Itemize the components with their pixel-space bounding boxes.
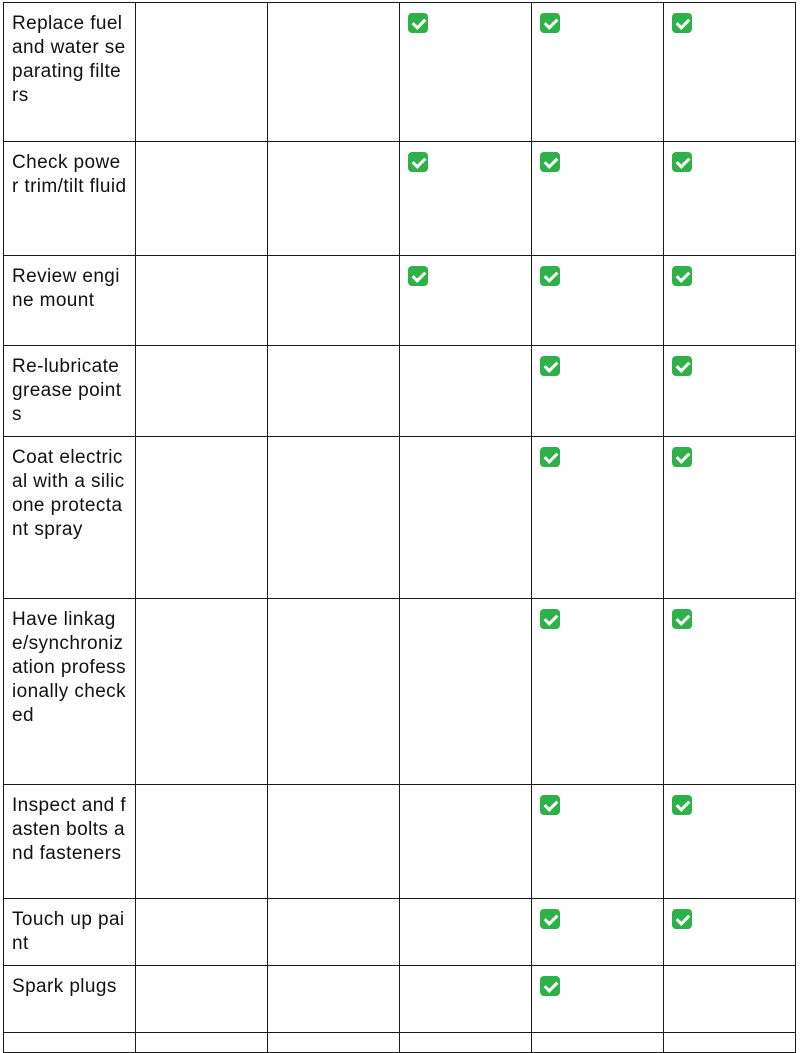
table-row [4, 346, 796, 437]
task-label: Review engine mount [4, 256, 136, 346]
check-icon [408, 266, 428, 286]
check-cell [268, 785, 400, 899]
table-body [4, 3, 796, 1053]
check-cell [400, 346, 532, 437]
task-label: Have linkage/synchronization professionally checked [4, 599, 136, 785]
task-label: Inspect and fasten bolts and fasteners [4, 785, 136, 899]
check-cell [400, 142, 532, 256]
check-cell [664, 966, 796, 1033]
check-icon [672, 152, 692, 172]
check-cell [268, 142, 400, 256]
task-label: Re-lubricate grease points [4, 346, 136, 437]
check-cell [664, 3, 796, 142]
table-row [4, 899, 796, 966]
check-cell [136, 3, 268, 142]
table-row [4, 142, 796, 256]
maintenance-table [3, 2, 796, 1053]
check-icon [540, 356, 560, 376]
task-label: Coat electrical with a silicone protectant spray [4, 437, 136, 599]
check-cell [136, 966, 268, 1033]
check-cell [268, 437, 400, 599]
check-cell [136, 346, 268, 437]
task-label: Touch up paint [4, 899, 136, 966]
check-cell [664, 785, 796, 899]
empty-cell [268, 1033, 400, 1053]
table-row [4, 256, 796, 346]
check-icon [540, 976, 560, 996]
check-icon [540, 447, 560, 467]
check-cell [532, 142, 664, 256]
check-cell [400, 599, 532, 785]
check-cell [136, 899, 268, 966]
empty-cell [400, 1033, 532, 1053]
table-row [4, 966, 796, 1033]
table-row [4, 1033, 796, 1053]
check-cell [268, 3, 400, 142]
empty-cell [532, 1033, 664, 1053]
check-cell [532, 256, 664, 346]
check-cell [136, 785, 268, 899]
check-icon [540, 13, 560, 33]
check-cell [268, 899, 400, 966]
check-icon [540, 909, 560, 929]
check-icon [672, 909, 692, 929]
check-icon [540, 152, 560, 172]
check-icon [672, 447, 692, 467]
empty-cell [4, 1033, 136, 1053]
check-icon [540, 609, 560, 629]
check-cell [532, 346, 664, 437]
check-cell [664, 142, 796, 256]
check-icon [672, 356, 692, 376]
table-row [4, 599, 796, 785]
check-cell [532, 785, 664, 899]
check-cell [400, 966, 532, 1033]
table-row [4, 3, 796, 142]
check-icon [408, 13, 428, 33]
table-row [4, 785, 796, 899]
check-cell [268, 966, 400, 1033]
check-icon [672, 609, 692, 629]
check-icon [672, 266, 692, 286]
check-icon [540, 795, 560, 815]
check-cell [664, 899, 796, 966]
check-cell [532, 3, 664, 142]
check-cell [664, 437, 796, 599]
check-cell [136, 599, 268, 785]
check-cell [136, 437, 268, 599]
check-cell [532, 899, 664, 966]
check-icon [408, 152, 428, 172]
check-cell [532, 437, 664, 599]
empty-cell [664, 1033, 796, 1053]
check-cell [268, 256, 400, 346]
table-row [4, 437, 796, 599]
task-label: Spark plugs [4, 966, 136, 1033]
check-cell [268, 599, 400, 785]
check-cell [400, 3, 532, 142]
check-cell [136, 142, 268, 256]
check-cell [136, 256, 268, 346]
check-cell [400, 899, 532, 966]
check-cell [532, 966, 664, 1033]
check-cell [532, 599, 664, 785]
check-cell [400, 785, 532, 899]
check-icon [672, 13, 692, 33]
task-label: Replace fuel and water separating filters [4, 3, 136, 142]
check-cell [664, 346, 796, 437]
task-label: Check power trim/tilt fluid [4, 142, 136, 256]
check-cell [664, 599, 796, 785]
check-icon [672, 795, 692, 815]
check-cell [400, 256, 532, 346]
check-cell [400, 437, 532, 599]
check-icon [540, 266, 560, 286]
check-cell [268, 346, 400, 437]
empty-cell [136, 1033, 268, 1053]
check-cell [664, 256, 796, 346]
